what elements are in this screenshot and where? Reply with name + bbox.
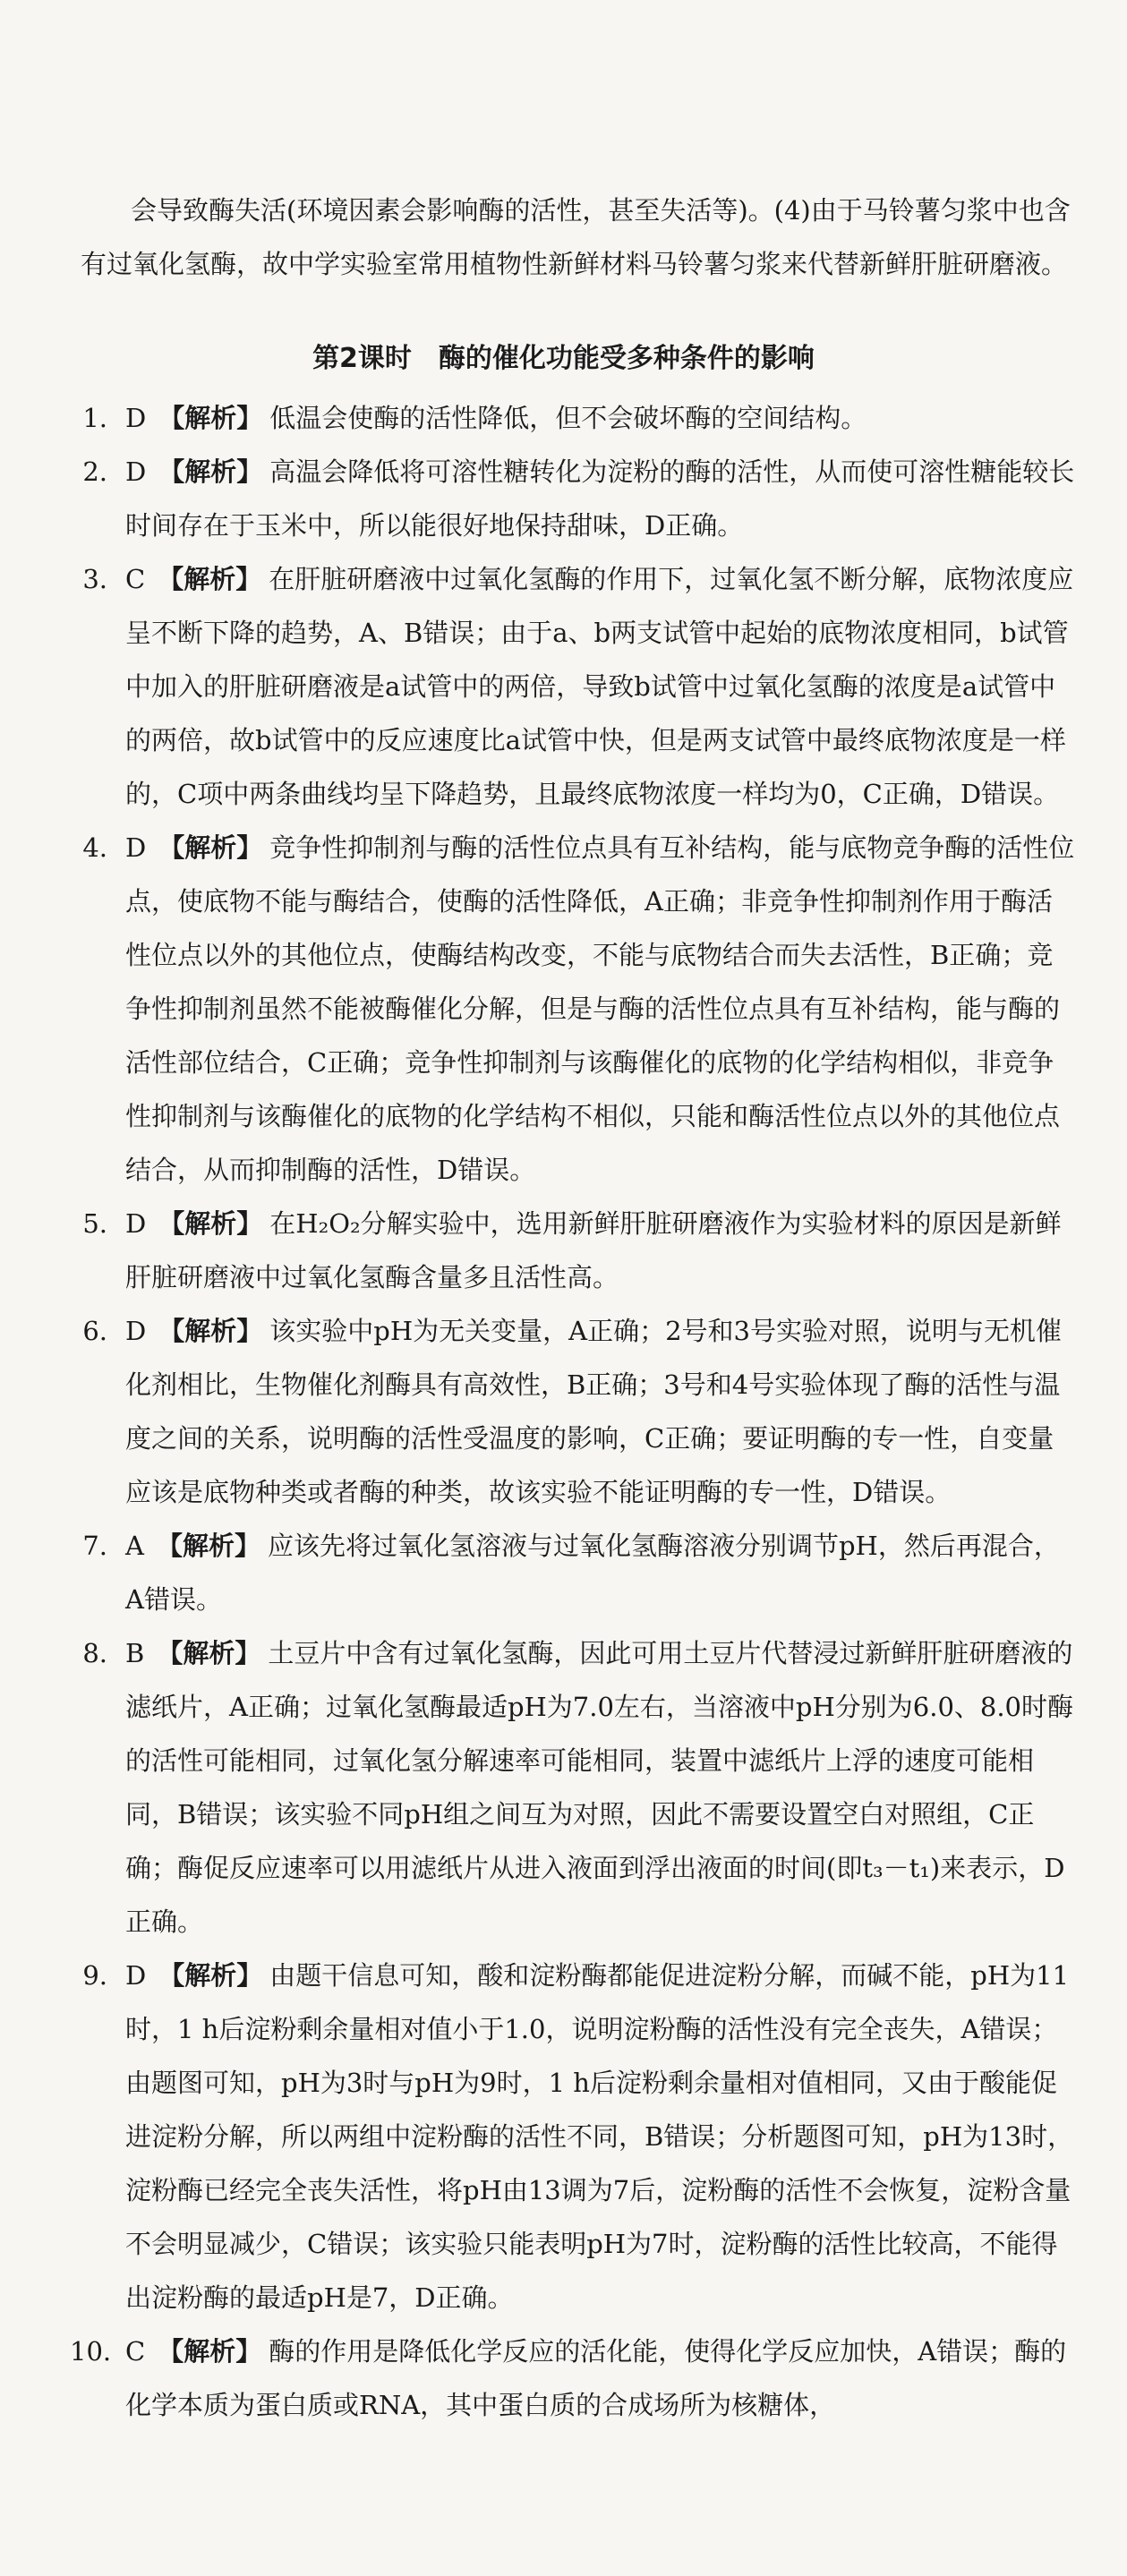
answer-item: [0, 1519, 1078, 1626]
answer-item: [0, 552, 1078, 821]
answer-number: 3.: [82, 564, 107, 594]
answer-text: 酶的作用是降低化学反应的活化能，使得化学反应加快，A错误；酶的化学本质为蛋白质或RNA，其中蛋白质的合成场所为核糖体，: [125, 2336, 1067, 2420]
answer-letter: C: [125, 564, 146, 594]
analysis-tag: 【解析】: [158, 403, 263, 433]
answer-number: 8.: [82, 1638, 107, 1668]
answer-text: 在肝脏研磨液中过氧化氢酶的作用下，过氧化氢不断分解，底物浓度应呈不断下降的趋势，A、B错误；由于a、b两支试管中起始的底物浓度相同，b试管中加入的肝脏研磨液是a试管中的两倍，导致b试管中过氧化氢酶的浓度是a试管中的两倍，故b试管中的反应速度比a试管中快，但是两支试管中最终底物浓度是一样的，C项中两条曲线均呈下降趋势，且最终底物浓度一样均为0，C正确，D错误。: [125, 564, 1074, 809]
analysis-tag: 【解析】: [158, 564, 262, 594]
answer-item: [0, 1626, 1078, 1949]
answer-text: 在H₂O₂分解实验中，选用新鲜肝脏研磨液作为实验材料的原因是新鲜肝脏研磨液中过氧化氢酶含量多且活性高。: [125, 1208, 1062, 1292]
answer-item: [0, 2324, 1078, 2432]
answer-text: 由题干信息可知，酸和淀粉酶都能促进淀粉分解，而碱不能，pH为11时，1 h后淀粉剩余量相对值小于1.0，说明淀粉酶的活性没有完全丧失，A错误；由题图可知，pH为3时与pH为9时，1 h后淀粉剩余量相对值相同，又由于酸能促进淀粉分解，所以两组中淀粉酶的活性不同，B错误；分析题图可知，pH为13时，淀粉酶已经完全丧失活性，将pH由13调为7后，淀粉酶的活性不会恢复，淀粉含量不会明显减少，C错误；该实验只能表明pH为7时，淀粉酶的活性比较高，不能得出淀粉酶的最适pH是7，D正确。: [125, 1960, 1074, 2313]
intro-paragraph: [81, 183, 1073, 291]
answer-item: [0, 445, 1078, 552]
answer-number: 1.: [82, 403, 107, 433]
answer-letter: D: [125, 1960, 147, 1991]
answer-letter: D: [125, 1208, 147, 1239]
answer-letter: C: [125, 2336, 146, 2367]
analysis-tag: 【解析】: [156, 1531, 260, 1561]
answer-number: 5.: [82, 1208, 107, 1239]
answer-number: 2.: [82, 456, 107, 487]
answer-item: [0, 1304, 1078, 1519]
answer-text: 应该先将过氧化氢溶液与过氧化氢酶溶液分别调节pH，然后再混合，A错误。: [125, 1531, 1060, 1615]
answer-number: 4.: [82, 832, 107, 863]
analysis-tag: 【解析】: [158, 832, 263, 863]
analysis-tag: 【解析】: [157, 1638, 261, 1668]
answer-letter: D: [125, 403, 147, 433]
answer-item: [0, 821, 1078, 1197]
answer-letter: D: [125, 832, 147, 863]
answer-letter: D: [125, 456, 147, 487]
analysis-tag: 【解析】: [158, 2336, 262, 2367]
answer-item: [0, 1949, 1078, 2324]
answer-list: [0, 391, 1078, 2432]
answer-number: 10.: [70, 2336, 112, 2367]
answer-text: 低温会使酶的活性降低，但不会破坏酶的空间结构。: [269, 403, 867, 433]
analysis-tag: 【解析】: [158, 1316, 263, 1346]
answer-text: 土豆片中含有过氧化氢酶，因此可用土豆片代替浸过新鲜肝脏研磨液的滤纸片，A正确；过氧化氢酶最适pH为7.0左右，当溶液中pH分别为6.0、8.0时酶的活性可能相同，过氧化氢分解速率可能相同，装置中滤纸片上浮的速度可能相同，B错误；该实验不同pH组之间互为对照，因此不需要设置空白对照组，C正确；酶促反应速率可以用滤纸片从进入液面到浮出液面的时间(即t₃－t₁)来表示，D正确。: [125, 1638, 1074, 1937]
analysis-tag: 【解析】: [158, 1208, 263, 1239]
answer-item: [0, 1197, 1078, 1304]
answer-number: 6.: [82, 1316, 107, 1346]
lesson-title: 第2课时 酶的催化功能受多种条件的影响: [312, 343, 815, 374]
intro-text: 会导致酶失活(环境因素会影响酶的活性，甚至失活等)。(4)由于马铃薯匀浆中也含有过氧化氢酶，故中学实验室常用植物性新鲜材料马铃薯匀浆来代替新鲜肝脏研磨液。: [81, 195, 1071, 279]
answer-number: 9.: [82, 1960, 107, 1991]
answer-item: [0, 391, 1078, 445]
answer-letter: D: [125, 1316, 147, 1346]
answer-number: 7.: [82, 1531, 107, 1561]
answer-letter: B: [125, 1638, 145, 1668]
answer-text: 竞争性抑制剂与酶的活性位点具有互补结构，能与底物竞争酶的活性位点，使底物不能与酶结合，使酶的活性降低，A正确；非竞争性抑制剂作用于酶活性位点以外的其他位点，使酶结构改变，不能与底物结合而失去活性，B正确；竞争性抑制剂虽然不能被酶催化分解，但是与酶的活性位点具有互补结构，能与酶的活性部位结合，C正确；竞争性抑制剂与该酶催化的底物的化学结构相似，非竞争性抑制剂与该酶催化的底物的化学结构不相似，只能和酶活性位点以外的其他位点结合，从而抑制酶的活性，D错误。: [125, 832, 1075, 1185]
answer-text: 该实验中pH为无关变量，A正确；2号和3号实验对照，说明与无机催化剂相比，生物催化剂酶具有高效性，B正确；3号和4号实验体现了酶的活性与温度之间的关系，说明酶的活性受温度的影响，C正确；要证明酶的专一性，自变量应该是底物种类或者酶的种类，故该实验不能证明酶的专一性，D错误。: [125, 1316, 1062, 1507]
answer-letter: A: [125, 1531, 144, 1561]
analysis-tag: 【解析】: [158, 1960, 263, 1991]
answer-text: 高温会降低将可溶性糖转化为淀粉的酶的活性，从而使可溶性糖能较长时间存在于玉米中，所以能很好地保持甜味，D正确。: [125, 456, 1075, 541]
analysis-tag: 【解析】: [158, 456, 263, 487]
